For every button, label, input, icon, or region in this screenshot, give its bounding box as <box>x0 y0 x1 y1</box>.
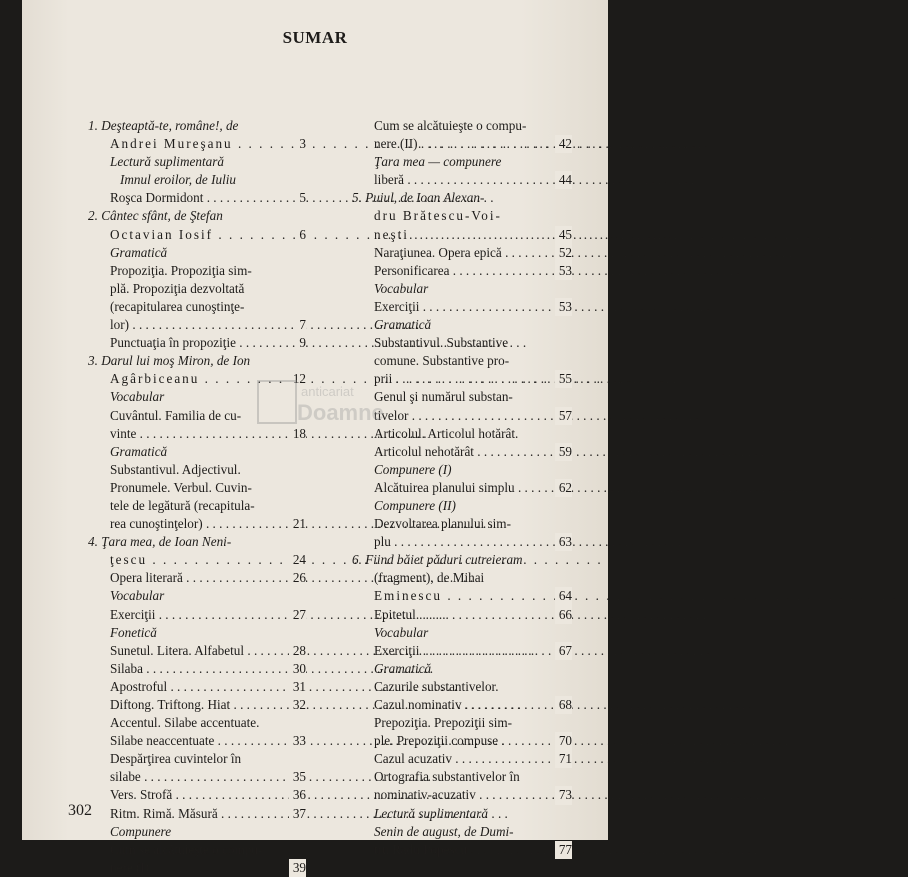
toc-entry <box>352 696 572 714</box>
toc-entry-text: rea cunoştinţelor) . . . <box>110 516 493 531</box>
toc-entry <box>352 750 572 768</box>
toc-entry-text: Cazul nominativ . . . <box>374 697 752 712</box>
toc-entry-text: comune. Substantive pro- <box>374 353 510 369</box>
toc-entry-text: 5. Puiul, de Ioan Alexan- <box>352 190 485 206</box>
toc-entry-text: nere (II) . . . <box>374 136 708 151</box>
toc-entry <box>88 859 306 877</box>
toc-entry-text: 3. Darul lui moş Miron, de Ion <box>88 353 251 369</box>
toc-page-number: 7 <box>295 316 306 334</box>
toc-page-number: 26 <box>289 569 306 587</box>
toc-entry <box>352 461 572 479</box>
toc-entry <box>352 207 572 225</box>
toc-entry-text: Exerciţii . . . <box>374 299 710 314</box>
toc-left-column <box>88 117 306 877</box>
toc-entry-text: Gramatică <box>110 244 168 260</box>
watermark-small-text: anticariat <box>301 384 354 399</box>
toc-entry <box>88 732 306 750</box>
toc-page-number: 9 <box>295 334 306 352</box>
toc-entry-text: silabe . . . <box>110 769 431 784</box>
toc-entry <box>88 841 306 859</box>
toc-entry <box>352 226 572 244</box>
toc-entry <box>88 606 306 624</box>
toc-entry <box>88 660 306 678</box>
toc-page-number: 36 <box>289 786 306 804</box>
toc-page-number: 45 <box>555 226 572 244</box>
toc-entry <box>88 714 306 732</box>
toc-entry-text: Senin de august, de Dumi- <box>374 823 514 839</box>
toc-page-number: 62 <box>555 479 572 497</box>
toc-entry <box>352 606 572 624</box>
toc-page-number: 31 <box>289 678 306 696</box>
toc-entry-text: Agârbiceanu . . . <box>110 371 666 386</box>
toc-page-number: 12 <box>289 370 306 388</box>
watermark-box-icon <box>257 380 297 424</box>
toc-entry <box>352 171 572 189</box>
toc-entry-text: Vers. Strofă . . . <box>110 787 462 802</box>
toc-entry-text: Cum se alcătuieşte o compu- <box>110 841 263 857</box>
toc-entry-text: Dezvoltarea planului sim- <box>374 516 511 532</box>
toc-entry <box>352 497 572 515</box>
toc-page-number: 3 <box>295 135 306 153</box>
toc-entry-text: Compunere (II) <box>374 497 456 513</box>
toc-entry <box>352 117 572 135</box>
toc-page-number: 5 <box>295 189 306 207</box>
toc-entry-text: neşti . . . <box>374 227 875 242</box>
toc-page-number: 71 <box>555 750 572 768</box>
toc-entry-text: Accentul. Silabe accentuate. <box>110 715 260 731</box>
toc-entry-text: Fonetică <box>110 624 157 640</box>
toc-entry-text: tru Radu Popescu . . . <box>374 842 757 857</box>
toc-entry-text: nominativ-acuzativ . . . <box>374 787 766 802</box>
toc-entry <box>88 569 306 587</box>
toc-entry-text: Apostroful . . . <box>110 679 457 694</box>
toc-entry-text: Punctuaţia în propoziţie . . . <box>110 335 526 350</box>
toc-page-number: 33 <box>289 732 306 750</box>
toc-page-number: 64 <box>555 587 572 605</box>
toc-entry-text: 4. Ţara mea, de Ioan Neni- <box>88 534 232 550</box>
toc-page-number: 52 <box>555 244 572 262</box>
toc-entry <box>352 768 572 786</box>
toc-page-number: 32 <box>289 696 306 714</box>
toc-entry <box>352 189 572 207</box>
toc-entry-text: Silaba . . . <box>110 661 433 676</box>
toc-entry <box>352 841 572 859</box>
toc-entry <box>88 786 306 804</box>
toc-entry <box>88 298 306 316</box>
toc-page-number: 70 <box>555 732 572 750</box>
toc-page-number: 42 <box>555 135 572 153</box>
watermark-logo <box>257 380 407 450</box>
toc-entry <box>352 262 572 280</box>
toc-entry <box>352 714 572 732</box>
toc-entry <box>352 660 572 678</box>
toc-page-number: 30 <box>289 660 306 678</box>
toc-entry-text: Cum se alcătuieşte o compu- <box>374 118 527 133</box>
toc-entry-text: plă. Propoziţia dezvoltată <box>110 280 245 296</box>
toc-entry-text: Vocabular <box>110 588 165 604</box>
toc-entry-text: (recapitularea cunoştinţe- <box>110 298 245 314</box>
toc-entry <box>352 280 572 298</box>
toc-entry <box>88 153 306 171</box>
toc-entry <box>88 587 306 605</box>
toc-entry <box>88 262 306 280</box>
toc-page-number: 27 <box>289 606 306 624</box>
page-number: 302 <box>68 802 92 819</box>
toc-entry-text: Genul şi numărul substan- <box>374 389 513 405</box>
toc-entry-text: ple. Prepoziţii compuse . . . <box>374 733 788 748</box>
toc-entry <box>88 642 306 660</box>
toc-entry <box>352 551 572 569</box>
toc-entry-text: liberă . . . <box>374 172 694 187</box>
toc-entry <box>88 823 306 841</box>
toc-entry-text: Propoziţia. Propoziţia sim- <box>110 262 252 278</box>
toc-entry <box>352 569 572 587</box>
toc-page-number: 24 <box>289 551 306 569</box>
toc-entry-text: Compunere (I) <box>374 461 452 477</box>
toc-entry <box>88 117 306 135</box>
toc-entry <box>88 805 306 823</box>
toc-entry <box>352 533 572 551</box>
toc-entry <box>352 786 572 804</box>
toc-entry-text: Naraţiunea. Opera epică . . . <box>374 245 792 260</box>
toc-entry <box>88 533 306 551</box>
toc-entry <box>88 171 306 189</box>
toc-entry-text: Vocabular <box>110 389 165 405</box>
toc-entry-text: Articolul nehotărât . . . <box>374 444 764 459</box>
toc-entry <box>88 768 306 786</box>
toc-entry <box>88 750 306 768</box>
toc-entry <box>352 823 572 841</box>
toc-page-number: 21 <box>289 515 306 533</box>
toc-page-number: 44 <box>555 171 572 189</box>
toc-entry-text: Lectură suplimentară <box>374 805 488 821</box>
toc-entry <box>88 624 306 642</box>
toc-right-column <box>352 117 572 859</box>
toc-entry <box>88 244 306 262</box>
toc-entry <box>88 226 306 244</box>
toc-entry <box>352 587 572 605</box>
toc-page-number: 37 <box>289 805 306 823</box>
toc-entry <box>88 515 306 533</box>
toc-page-number: 73 <box>555 786 572 804</box>
toc-entry <box>88 497 306 515</box>
toc-entry-text: Cazul acuzativ . . . <box>374 751 742 766</box>
toc-entry-text: Substantivul. Adjectivul. <box>110 461 241 477</box>
toc-entry-text: Vocabular <box>374 624 429 640</box>
page-title: SUMAR <box>282 28 348 47</box>
toc-page-number: 68 <box>555 696 572 714</box>
toc-entry <box>88 189 306 207</box>
book-page <box>22 0 608 875</box>
toc-entry <box>88 334 306 352</box>
toc-entry <box>352 678 572 696</box>
toc-entry-text: Ortografia substantivelor în <box>374 769 520 785</box>
toc-entry-text: Pronumele. Verbul. Cuvin- <box>110 479 252 495</box>
toc-entry <box>88 207 306 225</box>
toc-entry-text: Roşca Dormidont . . . <box>110 190 494 205</box>
toc-entry-text: Cazurile substantivelor. <box>374 678 499 694</box>
toc-entry <box>352 298 572 316</box>
toc-entry-text: 2. Cântec sfânt, de Ştefan <box>88 208 223 224</box>
toc-entry-text: (fragment), de Mihai <box>374 570 485 586</box>
toc-entry-text: Vocabular <box>374 280 429 296</box>
toc-entry-text: Ţara mea — compunere <box>374 154 502 170</box>
toc-page-number: 53 <box>555 298 572 316</box>
toc-entry-text: Silabe neaccentuate . . . <box>110 733 504 748</box>
toc-entry-text: Lectură suplimentară <box>110 154 224 170</box>
toc-page-number: 6 <box>295 226 306 244</box>
toc-entry-text: Cuvântul. Familia de cu- <box>110 407 242 423</box>
toc-entry-text: prii . . . <box>374 371 682 386</box>
toc-entry-text: Prepoziţia. Prepoziţii sim- <box>374 715 513 731</box>
toc-entry <box>352 135 572 153</box>
toc-entry <box>88 280 306 298</box>
toc-entry <box>352 153 572 171</box>
toc-page-number: 35 <box>289 768 306 786</box>
toc-entry-text: Octavian Iosif . . . <box>110 227 679 242</box>
toc-entry-text: 1. Deşteaptă-te, române!, de <box>88 118 239 133</box>
toc-page-number: 63 <box>555 533 572 551</box>
toc-entry-text: 6. Fiind băiet păduri cutreieram <box>352 552 523 568</box>
toc-entry-text: Sunetul. Litera. Alfabetul . . . <box>110 643 534 658</box>
toc-entry-text: plu . . . <box>374 534 681 549</box>
toc-entry <box>352 732 572 750</box>
toc-entry <box>88 352 306 370</box>
toc-page-number: 57 <box>555 407 572 425</box>
toc-entry-text: Substantivul. Substantive <box>374 335 509 351</box>
toc-entry <box>88 135 306 153</box>
toc-page-number: 18 <box>289 425 306 443</box>
toc-entry-text: Personificarea . . . <box>374 263 740 278</box>
toc-page-number: 59 <box>555 443 572 461</box>
toc-page-number: 55 <box>555 370 572 388</box>
toc-entry-text: Exerciţii . . . <box>110 607 446 622</box>
toc-entry-text: Imnul eroilor, de Iuliu <box>120 172 236 188</box>
toc-entry <box>352 316 572 334</box>
toc-entry <box>88 461 306 479</box>
toc-entry <box>88 551 306 569</box>
toc-entry <box>88 316 306 334</box>
toc-entry-text: Epitetul . . . <box>374 607 706 622</box>
toc-entry <box>352 515 572 533</box>
toc-entry-text: nere (I) . . . <box>110 860 439 875</box>
toc-entry <box>352 352 572 370</box>
toc-entry <box>352 334 572 352</box>
toc-page-number: 67 <box>555 642 572 660</box>
toc-entry-text: Gramatică <box>110 443 168 459</box>
toc-entry-text: vinte . . . <box>110 426 427 441</box>
toc-entry-text: Opera literară . . . <box>110 570 473 585</box>
toc-entry <box>352 479 572 497</box>
toc-entry-text: tivelor . . . <box>374 408 699 423</box>
toc-entry <box>88 696 306 714</box>
toc-entry <box>352 624 572 642</box>
toc-entry-text: ţescu . . . <box>110 552 613 567</box>
toc-entry-text: Ritm. Rimă. Măsură . . . <box>110 806 508 821</box>
toc-entry-text: Alcătuirea planului simplu . . . <box>374 480 805 495</box>
toc-entry-text: dru Brătescu-Voi- <box>374 208 502 224</box>
toc-entry-text: Exerciţii . . . <box>374 643 710 658</box>
toc-page-number: 53 <box>555 262 572 280</box>
toc-entry-text: Articolul. Articolul hotărât. <box>374 425 519 441</box>
toc-entry <box>88 678 306 696</box>
toc-entry <box>352 805 572 823</box>
toc-entry-text: Andrei Mureşanu . . . <box>110 136 699 151</box>
toc-entry <box>352 244 572 262</box>
watermark-large-text: Doamne <box>297 400 384 425</box>
toc-entry-text: Gramatică <box>374 660 432 676</box>
toc-entry-text: Compunere <box>110 823 172 839</box>
toc-page-number: 28 <box>289 642 306 660</box>
toc-page-number: 77 <box>555 841 572 859</box>
toc-entry-text: Eminescu . . . <box>374 588 908 603</box>
toc-entry-text: tele de legătură (recapitula- <box>110 497 255 513</box>
toc-entry <box>88 479 306 497</box>
toc-entry <box>352 642 572 660</box>
toc-entry-text: Despărţirea cuvintelor în <box>110 751 242 767</box>
toc-entry-text: Gramatică <box>374 317 432 333</box>
toc-page-number: 66 <box>555 606 572 624</box>
toc-entry-text: Diftong. Triftong. Hiat . . . <box>110 697 520 712</box>
toc-page-number: 39 <box>289 859 306 877</box>
toc-entry-text: lor) . . . <box>110 317 419 332</box>
